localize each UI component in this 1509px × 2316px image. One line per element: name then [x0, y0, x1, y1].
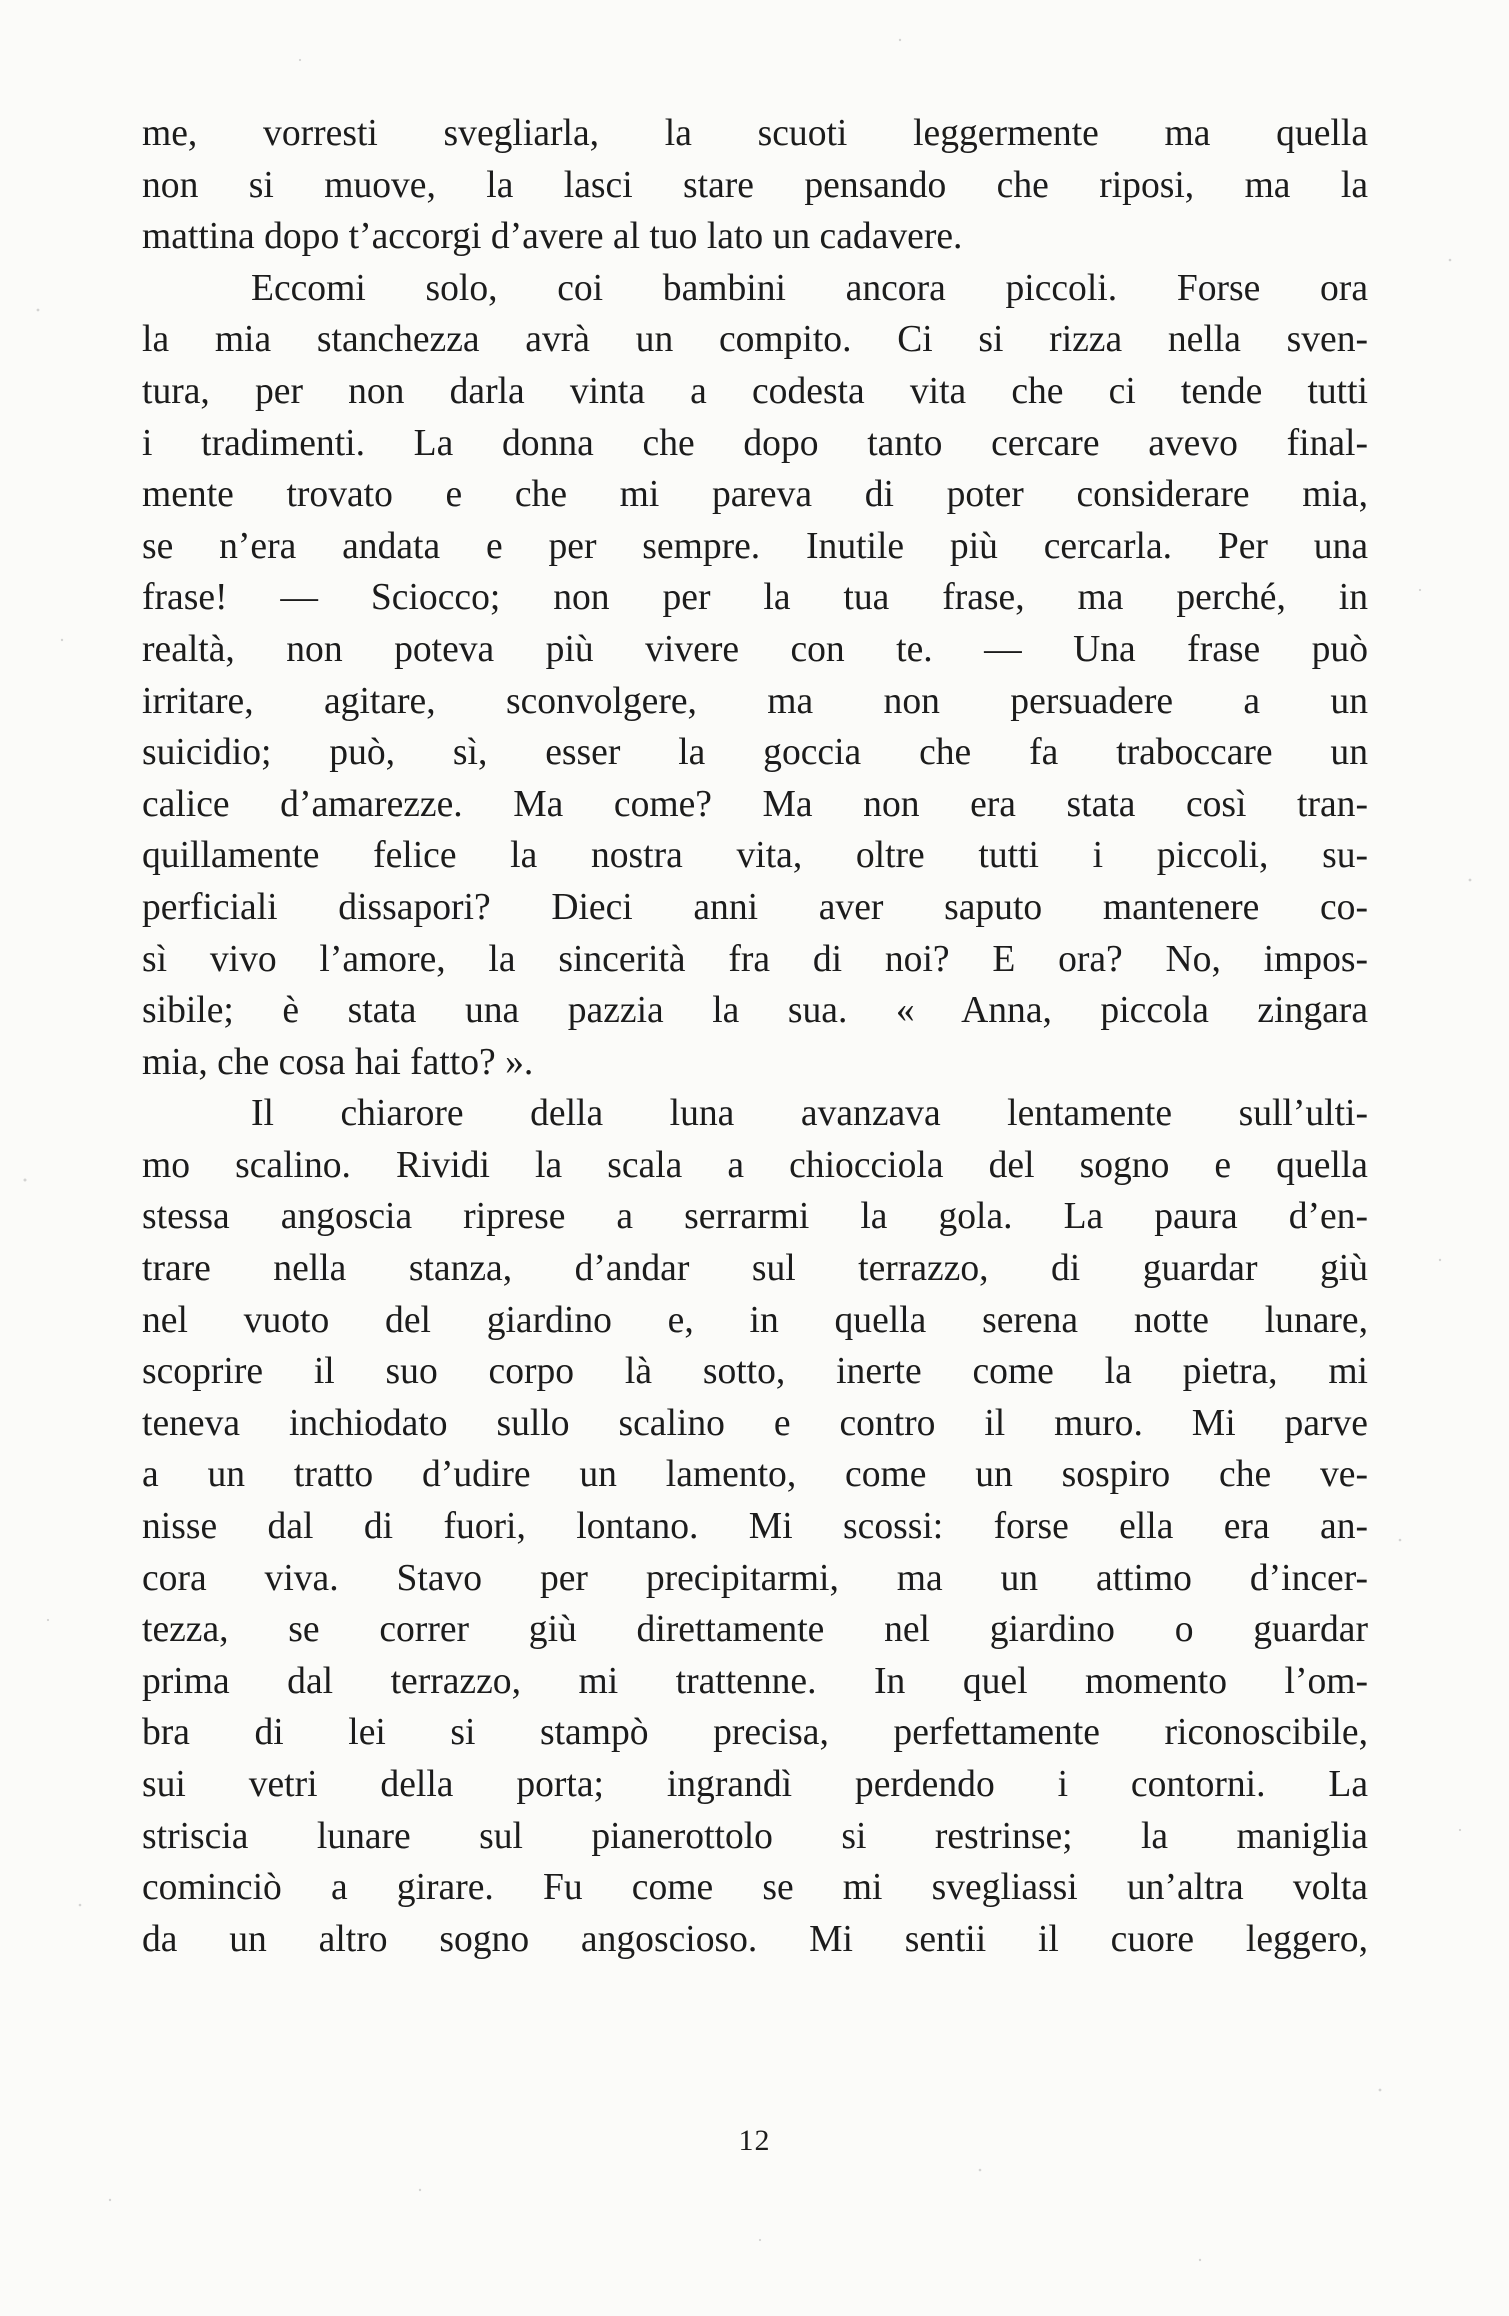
text-line: scoprire il suo corpo là sotto, inerte come la pietra, mi — [142, 1351, 1368, 1393]
text-line: bra di lei si stampò precisa, perfettamente riconoscibile, — [142, 1712, 1368, 1754]
text-line: nisse dal di fuori, lontano. Mi scossi: forse ella era an- — [142, 1506, 1368, 1548]
text-line: non si muove, la lasci stare pensando che riposi, ma la — [142, 164, 1368, 206]
text-line: mo scalino. Rividi la scala a chiocciola del sogno e quella — [142, 1144, 1368, 1186]
text-line: a un tratto d’udire un lamento, come un sospiro che ve- — [142, 1454, 1368, 1496]
text-line: se n’era andata e per sempre. Inutile più cercarla. Per una — [142, 525, 1368, 567]
text-line: nel vuoto del giardino e, in quella serena notte lunare, — [142, 1299, 1368, 1341]
text-line: mente trovato e che mi pareva di poter considerare mia, — [142, 474, 1368, 516]
text-line: da un altro sogno angoscioso. Mi sentii il cuore leggero, — [142, 1918, 1368, 1960]
text-line: cominciò a girare. Fu come se mi svegliassi un’altra volta — [142, 1867, 1368, 1909]
text-line: realtà, non poteva più vivere con te. — Una frase può — [142, 628, 1368, 670]
text-line: tezza, se correr giù direttamente nel giardino o guardar — [142, 1609, 1368, 1651]
text-line: perficiali dissapori? Dieci anni aver saputo mantenere co- — [142, 886, 1368, 928]
text-line: teneva inchiodato sullo scalino e contro il muro. Mi parve — [142, 1402, 1368, 1444]
text-line: quillamente felice la nostra vita, oltre tutti i piccoli, su- — [142, 835, 1368, 877]
text-line: sui vetri della porta; ingrandì perdendo i contorni. La — [142, 1764, 1368, 1805]
text-line: frase! — Sciocco; non per la tua frase, ma perché, in — [142, 577, 1368, 619]
text-line: me, vorresti svegliarla, la scuoti leggermente ma quella — [142, 113, 1368, 154]
text-line: calice d’amarezze. Ma come? Ma non era stata così tran- — [142, 783, 1368, 825]
body-text — [142, 108, 1368, 1965]
text-line: Il chiarore della luna avanzava lentamente sull’ulti- — [251, 1093, 1368, 1135]
text-line: irritare, agitare, sconvolgere, ma non persuadere a un — [142, 680, 1368, 722]
text-line: stessa angoscia riprese a serrarmi la gola. La paura d’en- — [142, 1196, 1368, 1238]
text-line: la mia stanchezza avrà un compito. Ci si rizza nella sven- — [142, 319, 1368, 361]
text-line: mattina dopo t’accorgi d’avere al tuo lato un cadavere. — [142, 216, 963, 258]
text-line: prima dal terrazzo, mi trattenne. In quel momento l’om- — [142, 1660, 1368, 1702]
text-line: mia, che cosa hai fatto? ». — [142, 1041, 534, 1083]
text-line: striscia lunare sul pianerottolo si restrinse; la maniglia — [142, 1815, 1368, 1857]
text-line: trare nella stanza, d’andar sul terrazzo, di guardar giù — [142, 1248, 1368, 1290]
page-number: 12 — [738, 2124, 771, 2157]
text-line: tura, per non darla vinta a codesta vita che ci tende tutti — [142, 370, 1368, 412]
text-line: i tradimenti. La donna che dopo tanto cercare avevo final- — [142, 422, 1368, 464]
text-line: Eccomi solo, coi bambini ancora piccoli. Forse ora — [251, 267, 1368, 309]
text-line: suicidio; può, sì, esser la goccia che fa traboccare un — [142, 732, 1368, 774]
text-line: sì vivo l’amore, la sincerità fra di noi? E ora? No, impos- — [142, 938, 1368, 980]
text-line: sibile; è stata una pazzia la sua. « Anna, piccola zingara — [142, 990, 1368, 1032]
text-line: cora viva. Stavo per precipitarmi, ma un attimo d’incer- — [142, 1557, 1368, 1599]
